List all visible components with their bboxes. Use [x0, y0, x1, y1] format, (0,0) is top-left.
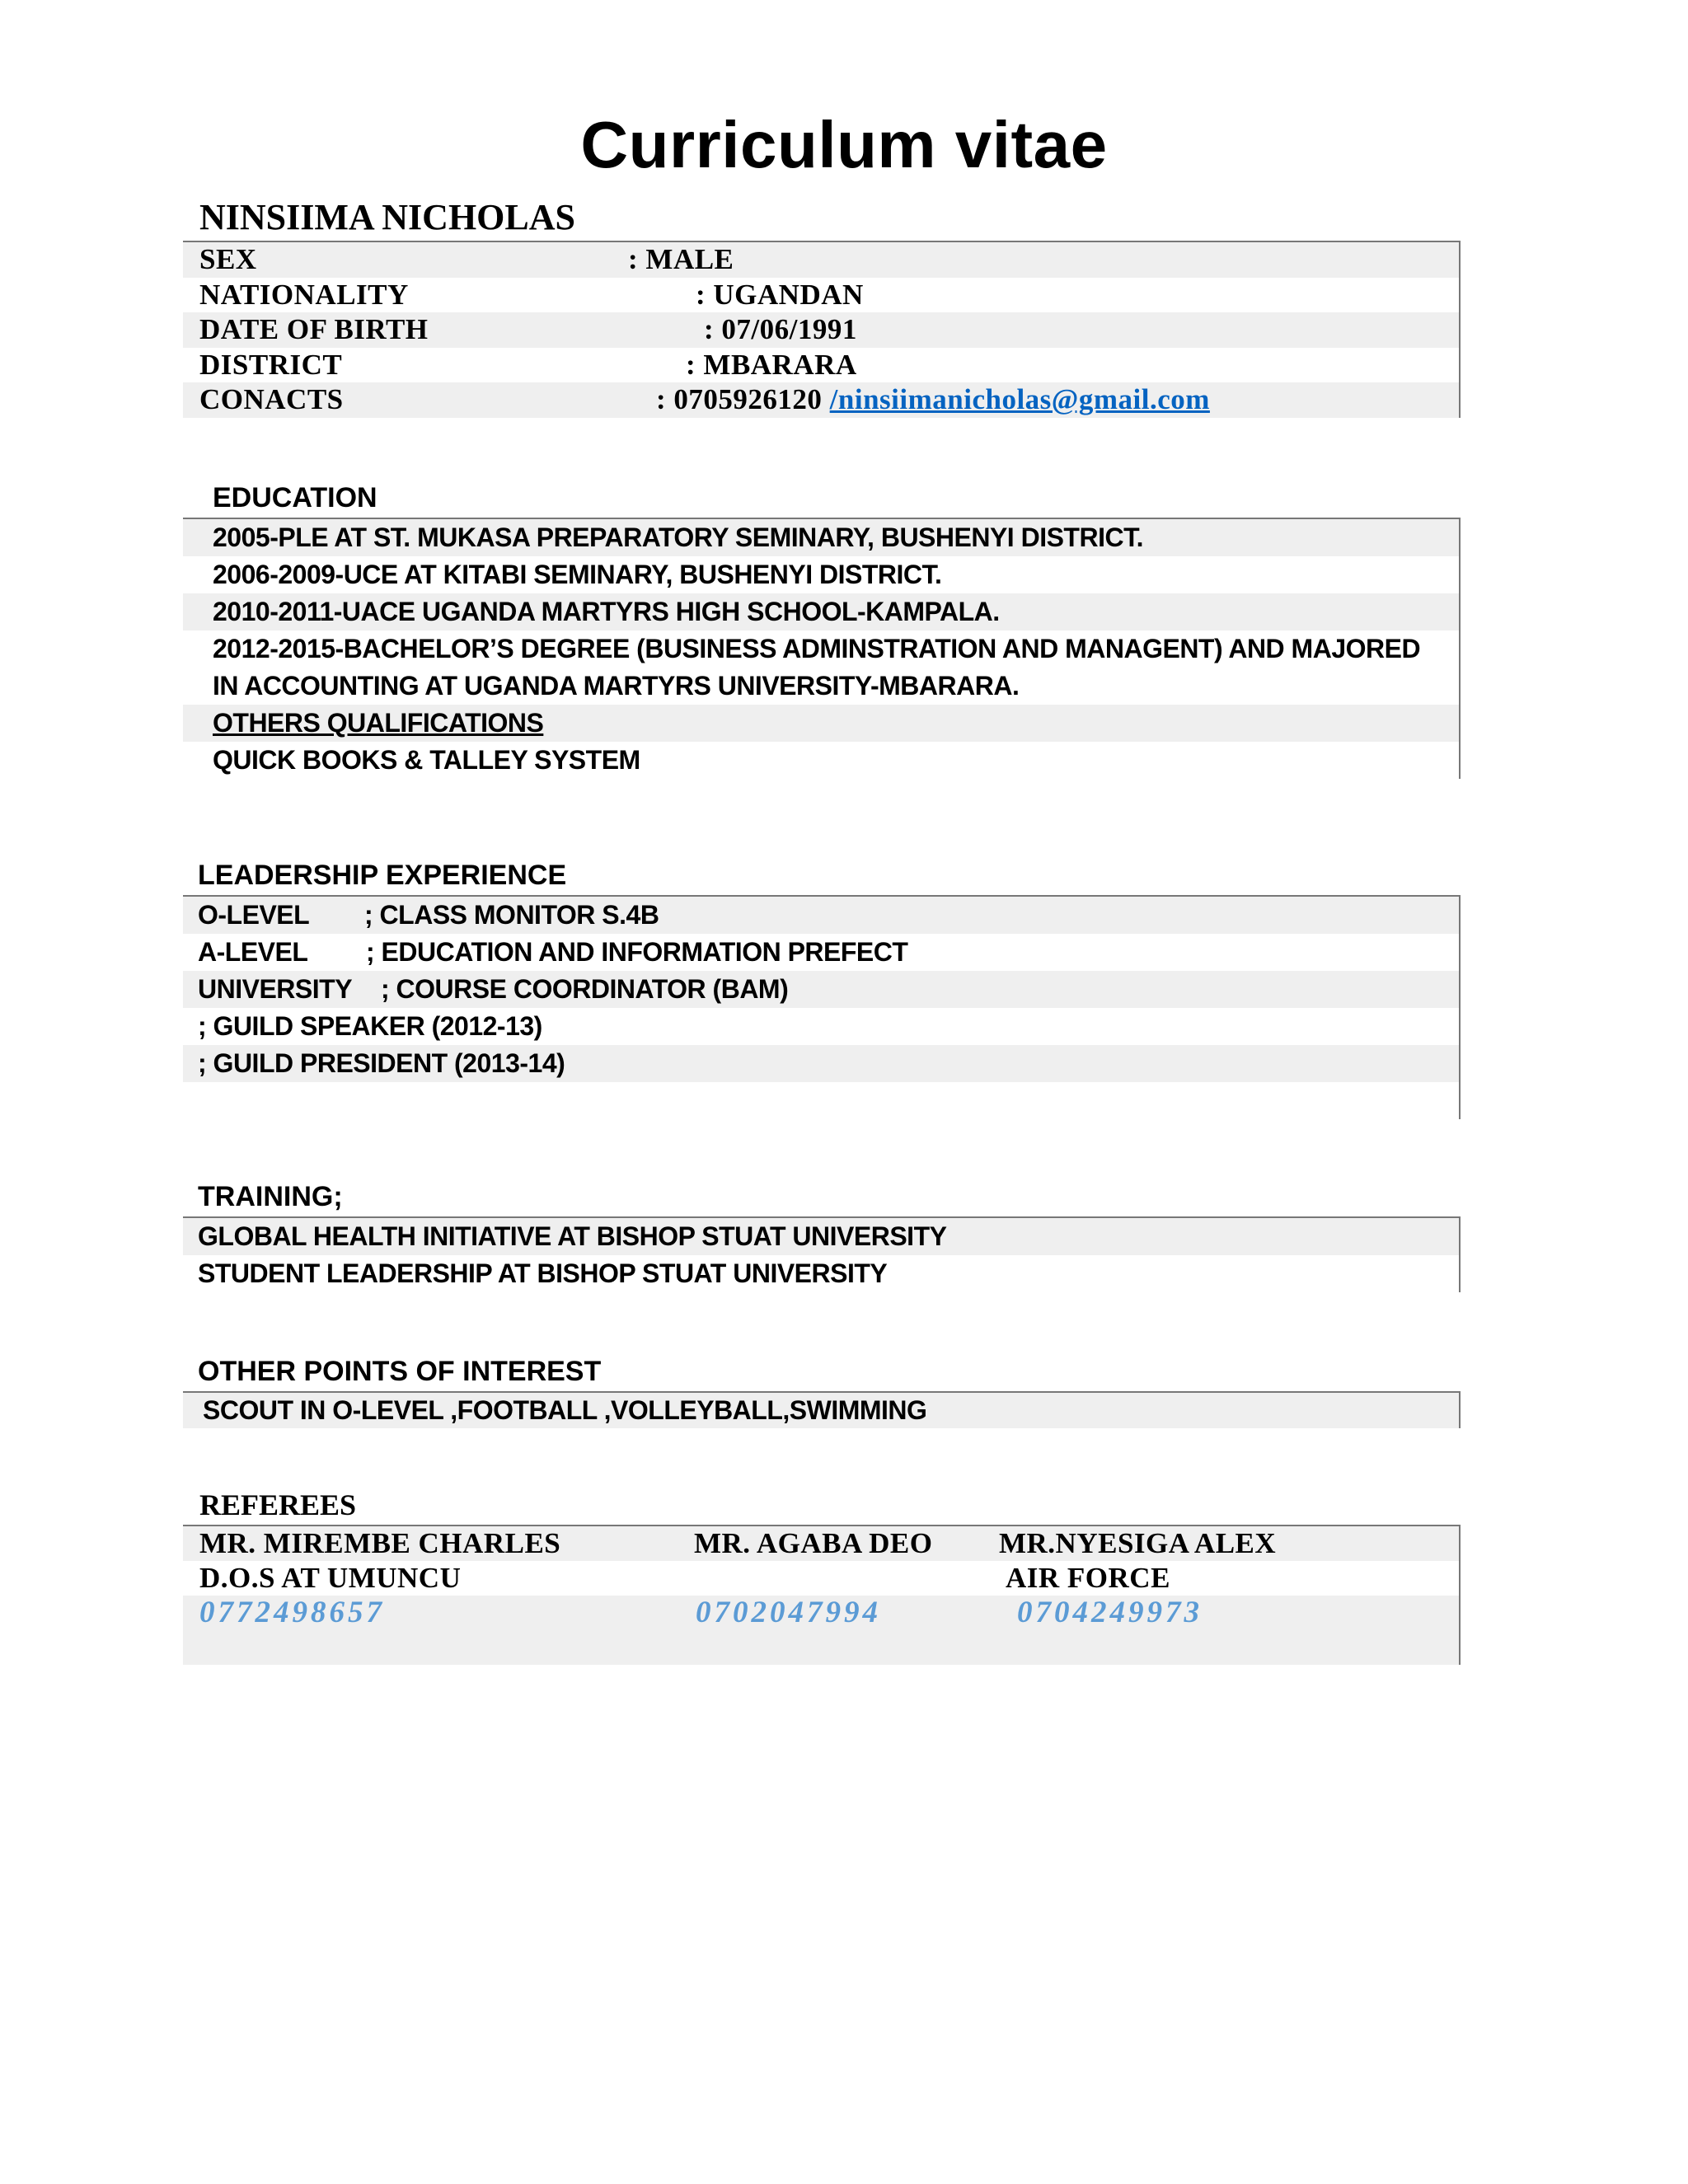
personal-label: SEX	[199, 243, 257, 275]
personal-row-contacts	[183, 382, 1459, 418]
personal-details-box	[183, 241, 1461, 418]
other-qualifications-item: QUICK BOOKS & TALLEY SYSTEM	[213, 745, 640, 775]
referee-name: MR. MIREMBE CHARLES	[199, 1527, 561, 1559]
leadership-role: ; CLASS MONITOR S.4B	[364, 900, 659, 930]
referee-names-row	[183, 1526, 1459, 1561]
leadership-item	[183, 1045, 1459, 1082]
other-qualifications-label: OTHERS QUALIFICATIONS	[213, 708, 544, 738]
referee-roles-row	[183, 1561, 1459, 1596]
referee-role: AIR FORCE	[1006, 1562, 1170, 1594]
personal-label: DATE OF BIRTH	[199, 313, 429, 345]
referee-name: MR.NYESIGA ALEX	[999, 1527, 1277, 1559]
education-title: EDUCATION	[213, 482, 377, 513]
phone-number: : 0705926120	[656, 383, 823, 415]
personal-row-sex	[183, 242, 1459, 278]
education-item: IN ACCOUNTING AT UGANDA MARTYRS UNIVERSITY-MBARARA.	[213, 671, 1020, 701]
leadership-role: ; COURSE COORDINATOR (BAM)	[381, 974, 789, 1004]
personal-label: CONACTS	[199, 383, 344, 415]
personal-row-dob	[183, 312, 1459, 348]
referee-name: MR. AGABA DEO	[694, 1527, 933, 1559]
education-item: 2012-2015-BACHELOR’S DEGREE (BUSINESS ADMINSTRATION AND MANAGENT) AND MAJORED	[213, 634, 1421, 663]
interests-box	[183, 1391, 1461, 1428]
leadership-role: ; GUILD SPEAKER (2012-13)	[198, 1011, 542, 1041]
leadership-role: ; EDUCATION AND INFORMATION PREFECT	[366, 937, 908, 967]
personal-label: NATIONALITY	[199, 278, 409, 311]
leadership-level: UNIVERSITY	[198, 974, 353, 1004]
personal-value: : MBARARA	[686, 348, 857, 381]
personal-row-district	[183, 348, 1459, 383]
other-qualifications-title	[183, 705, 1459, 742]
referees-empty-row	[183, 1630, 1459, 1665]
personal-value: : UGANDAN	[696, 278, 864, 311]
leadership-box	[183, 895, 1461, 1119]
referee-phone: 0704249973	[1017, 1596, 1203, 1629]
document-title: Curriculum vitae	[580, 108, 1108, 181]
personal-value	[656, 382, 1210, 417]
interests-item: SCOUT IN O-LEVEL ,FOOTBALL ,VOLLEYBALL,SWIMMING	[183, 1393, 1459, 1428]
leadership-item	[183, 934, 1459, 971]
education-item: 2006-2009-UCE AT KITABI SEMINARY, BUSHENYI DISTRICT.	[213, 560, 942, 589]
education-box	[183, 518, 1461, 779]
education-item: 2010-2011-UACE UGANDA MARTYRS HIGH SCHOOL-KAMPALA.	[183, 593, 1459, 630]
personal-row-nationality	[183, 278, 1459, 313]
candidate-name: NINSIIMA NICHOLAS	[199, 197, 575, 237]
leadership-item	[183, 1008, 1459, 1045]
referee-role: D.O.S AT UMUNCU	[199, 1562, 462, 1594]
leadership-empty-row	[183, 1082, 1459, 1119]
referee-phone: 0772498657	[199, 1596, 385, 1629]
training-box	[183, 1216, 1461, 1292]
interests-title: OTHER POINTS OF INTEREST	[198, 1356, 602, 1387]
leadership-level: O-LEVEL	[198, 900, 310, 930]
leadership-item	[183, 897, 1459, 934]
leadership-level: A-LEVEL	[198, 937, 308, 967]
referee-phone: 0702047994	[696, 1596, 881, 1629]
training-title: TRAINING;	[198, 1181, 343, 1212]
referees-box	[183, 1525, 1461, 1665]
referee-phones-row	[183, 1596, 1459, 1630]
email-link[interactable]: /ninsiimanicholas@gmail.com	[829, 383, 1210, 415]
education-item: 2005-PLE AT ST. MUKASA PREPARATORY SEMINARY, BUSHENYI DISTRICT.	[183, 519, 1459, 556]
leadership-title: LEADERSHIP EXPERIENCE	[198, 860, 567, 891]
training-item: GLOBAL HEALTH INITIATIVE AT BISHOP STUAT UNIVERSITY	[183, 1218, 1459, 1255]
leadership-role: ; GUILD PRESIDENT (2013-14)	[198, 1048, 565, 1078]
personal-label: DISTRICT	[199, 348, 343, 381]
training-item: STUDENT LEADERSHIP AT BISHOP STUAT UNIVERSITY	[198, 1258, 888, 1288]
personal-value: : MALE	[628, 243, 734, 275]
referees-title: REFEREES	[199, 1488, 357, 1521]
personal-value: : 07/06/1991	[704, 313, 857, 345]
leadership-item	[183, 971, 1459, 1008]
